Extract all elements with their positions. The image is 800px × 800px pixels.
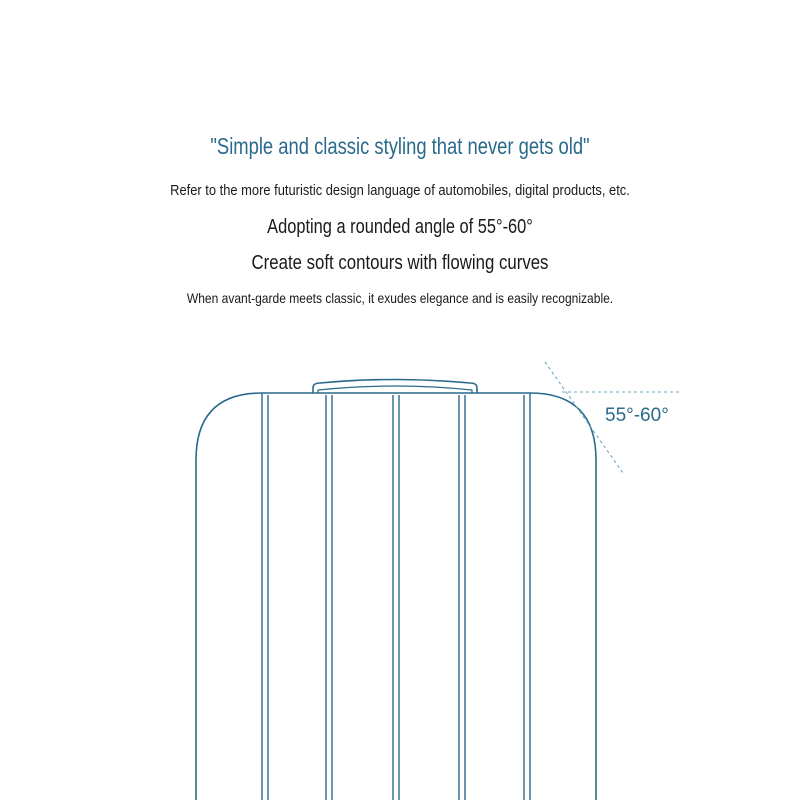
angle-label: 55°-60°: [605, 405, 669, 426]
soft-contours-text: Create soft contours with flowing curves: [251, 252, 549, 274]
suitcase-handle-inner: [318, 386, 472, 393]
headline: "Simple and classic styling that never gets old": [210, 133, 590, 159]
rounded-angle-text: Adopting a rounded angle of 55°-60°: [267, 216, 533, 238]
design-reference-text: Refer to the more futuristic design language of automobiles, digital products, etc.: [170, 182, 630, 199]
elegance-text: When avant-garde meets classic, it exudes elegance and is easily recognizable.: [186, 290, 614, 306]
suitcase-ribs: [262, 393, 530, 800]
suitcase-body-outline: [196, 393, 596, 800]
